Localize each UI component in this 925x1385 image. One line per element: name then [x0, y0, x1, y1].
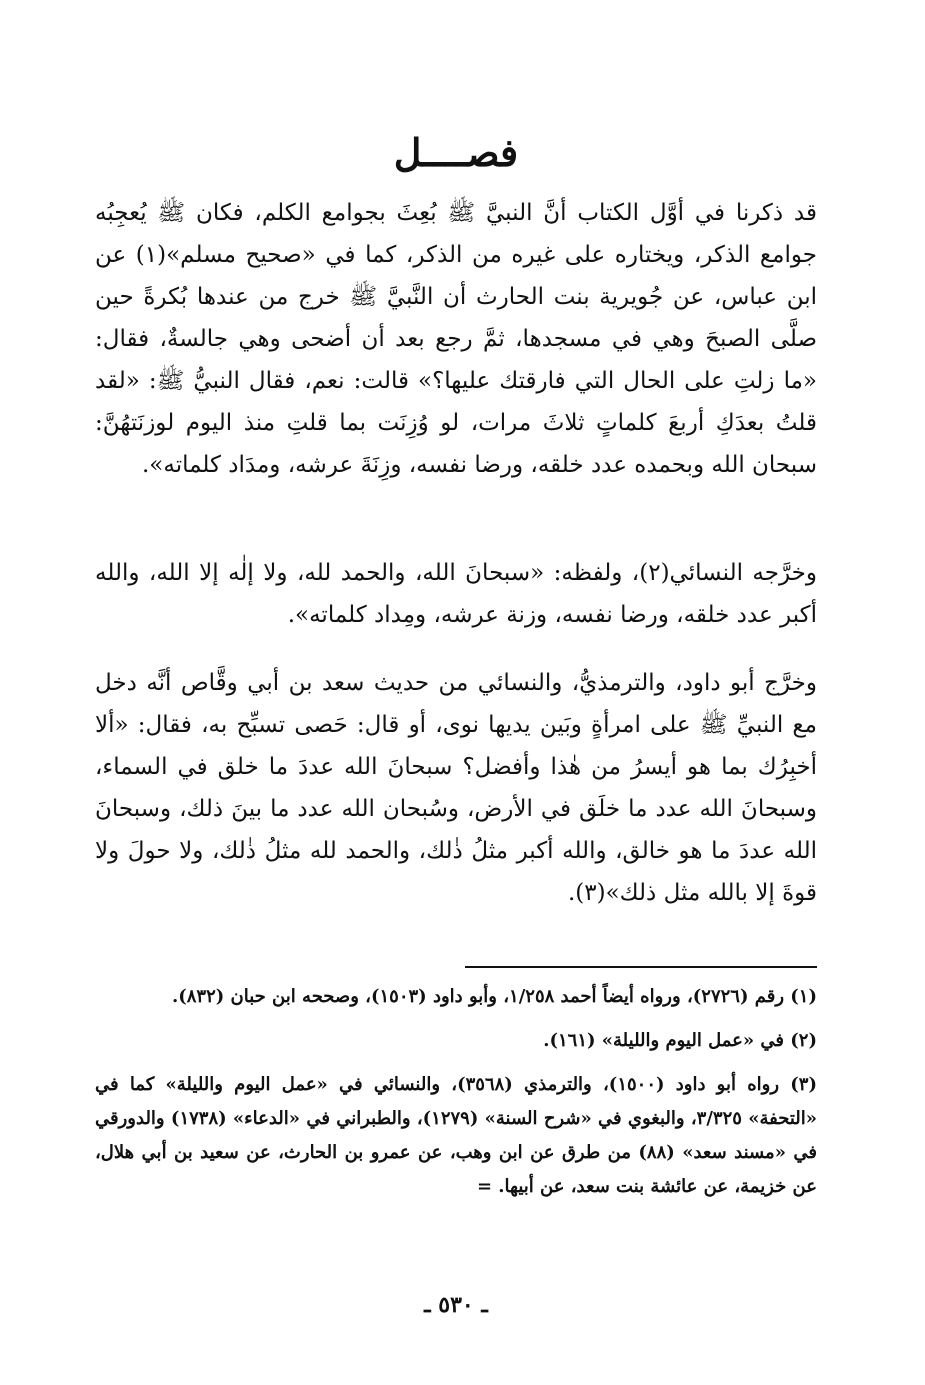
footnote-2: (٢) في «عمل اليوم والليلة» (١٦١).	[543, 1030, 817, 1051]
footnote-3: (٣) رواه أبو داود (١٥٠٠)، والترمذي (٣٥٦٨)، والنسائي في «عمل اليوم والليلة» كما في «التحفة» ٣/٣٢٥، والبغوي في «شرح السنة» (١٢٧٩)، والطبراني في «الدعاء» (١٧٣٨) والدورقي في «مسند سعد» (٨٨) من طرق عن ابن وهب، عن عمرو بن الحارث، عن سعيد بن أبي هلال، عن خزيمة، عن عائشة بنت سعد، عن أبيها. =	[95, 1074, 818, 1197]
section-title: فصــــل	[393, 130, 519, 175]
footnote-1: (١) رقم (٢٧٢٦)، ورواه أيضاً أحمد ١/٢٥٨، وأبو داود (١٥٠٣)، وصححه ابن حبان (٨٣٢).	[171, 986, 817, 1007]
paragraph-text: وخرَّجه النسائي(٢)، ولفظه: «سبحانَ الله، والحمد لله، ولا إلٰه إلا الله، والله أكبر عدد خلقه، ورضا نفسه، وزنة عرشه، ومِداد كلماته».	[95, 560, 817, 628]
footnotes	[95, 980, 817, 1214]
paragraph-text: وخرَّج أبو داود، والترمذيُّ، والنسائي من حديث سعد بن أبي وقَّاص أنَّه دخل مع النبيِّ ﷺ على امرأةٍ وبَين يديها نوى، أو قال: حَصى تسبِّح به، فقال: «ألا أخبِرُك بما هو أيسرُ من هٰذا وأفضل؟ سبحانَ الله عددَ ما خلق في السماء، وسبحانَ الله عدد ما خلَق في الأرض، وسُبحان الله عدد ما بينَ ذلك، وسبحانَ الله عددَ ما هو خالق، والله أكبر مثلُ ذٰلك، والحمد لله مثلُ ذٰلك، ولا حولَ ولا قوةَ إلا بالله مثل ذلك»(٣).	[95, 670, 817, 906]
footnote-divider	[465, 966, 817, 968]
document-page	[95, 0, 817, 1385]
paragraph-3	[95, 662, 817, 914]
paragraph-1	[95, 192, 817, 486]
paragraph-2	[95, 552, 817, 636]
paragraph-text: قد ذكرنا في أوَّل الكتاب أنَّ النبيَّ ﷺ بُعِثَ بجوامع الكلم، فكان ﷺ يُعجِبُه جوامع الذكر، ويختاره على غيره من الذكر، كما في «صحيح مسلم»(١) عن ابن عباس، عن جُويرية بنت الحارث أن النَّبيَّ ﷺ خرج من عندها بُكرةً حين صلَّى الصبحَ وهي في مسجدها، ثمَّ رجع بعد أن أضحى وهي جالسةٌ، فقال: «ما زلتِ على الحال التي فارقتك عليها؟» قالت: نعم، فقال النبيُّ ﷺ: «لقد قلتُ بعدَكِ أربعَ كلماتٍ ثلاثَ مرات، لو وُزِنَت بما قلتِ منذ اليوم لوزنَتهُنَّ: سبحان الله وبحمده عدد خلقه، ورضا نفسه، وزِنَةَ عرشه، ومدَاد كلماته».	[95, 200, 817, 478]
page-number: ـ ٥٣٠ ـ	[424, 1292, 488, 1318]
